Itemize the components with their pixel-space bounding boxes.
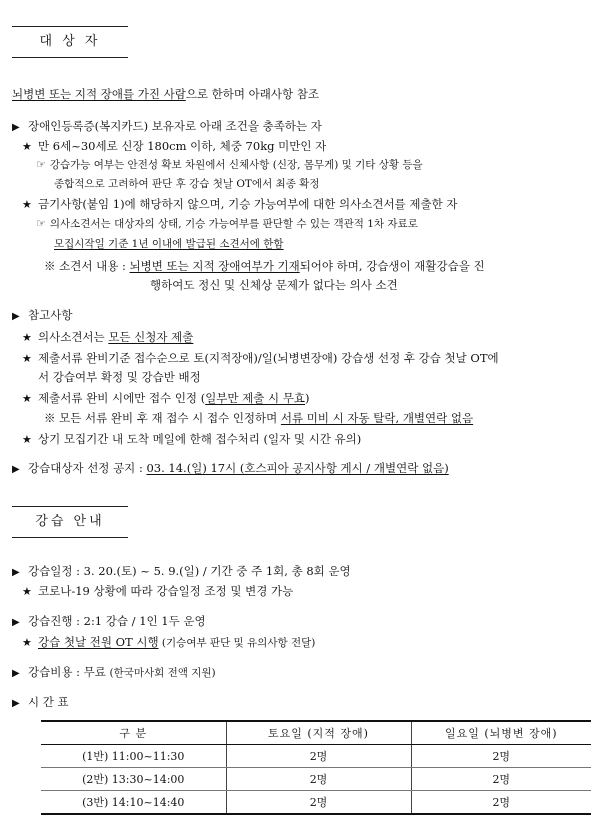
notes-item-4-text: 상기 모집기간 내 도착 메일에 한해 접수처리 (일자 및 시간 유의)	[38, 432, 362, 446]
notes-item-2	[22, 350, 499, 367]
table-cell: (2반) 13:30~14:00	[41, 768, 226, 791]
section-title-guide: 강습 안내	[12, 506, 128, 538]
medical-note-line-1	[36, 216, 418, 232]
progress-text: 강습진행 : 2:1 강습 / 1인 1두 운영	[28, 614, 206, 628]
age-note-line-2: 종합적으로 고려하여 판단 후 강습 첫날 OT에서 최종 확정	[54, 178, 320, 190]
table-cell: 2명	[411, 791, 591, 815]
section-title-target: 대 상 자	[12, 26, 128, 58]
content-cont-line: 행하여도 정신 및 신체상 문제가 없다는 의사 소견	[150, 278, 398, 292]
table-row	[41, 768, 591, 791]
pointing-hand-icon: ☞	[36, 217, 46, 230]
triangle-bullet-icon: ▶	[12, 668, 20, 679]
star-bullet-icon: ★	[22, 352, 32, 365]
notes-heading-text: 참고사항	[28, 308, 73, 322]
notes-item-3	[22, 390, 310, 407]
medical-text: 금기사항(붙임 1)에 해당하지 않으며, 기승 가능여부에 대한 의사소견서를 제출한 자	[38, 197, 458, 211]
notes-item-2-line-2: 서 강습여부 확정 및 강습반 배정	[38, 370, 201, 384]
timetable	[41, 720, 591, 815]
content-underlined: 뇌병변 또는 지적 장애여부가 기재	[129, 259, 300, 273]
table-cell: (3반) 14:10~14:40	[41, 791, 226, 815]
star-bullet-icon: ★	[22, 392, 32, 405]
table-row	[41, 791, 591, 815]
content-line	[44, 258, 485, 274]
progress-ot-rest: (기승여부 판단 및 유의사항 전달)	[158, 637, 316, 649]
notes-item-3-underlined: 일부만 제출 시 무효	[205, 391, 306, 405]
table-header-row	[41, 721, 591, 745]
notes-item-3-note-prefix: ※ 모든 서류 완비 후 재 접수 시 접수 인정하며	[44, 411, 281, 425]
eligibility-heading-text: 장애인등록증(복지카드) 보유자로 아래 조건을 충족하는 자	[28, 119, 322, 133]
cost-note: (한국마사회 전액 지원)	[109, 667, 216, 679]
notes-item-3-prefix: 제출서류 완비 시에만 접수 인정 (	[38, 391, 206, 405]
timetable-heading	[12, 694, 69, 712]
announce-line	[12, 460, 449, 478]
star-bullet-icon: ★	[22, 636, 32, 649]
notes-item-1-underlined: 모든 신청자 제출	[108, 330, 194, 344]
notes-item-2-line-1: 제출서류 완비기준 접수순으로 토(지적장애)/일(뇌병변장애) 강습생 선정 후 강습 첫날 OT에	[38, 351, 499, 365]
schedule-text: 강습일정 : 3. 20.(토) ~ 5. 9.(일) / 기간 중 주 1회, 총 8회 운영	[28, 564, 351, 578]
timetable-heading-text: 시 간 표	[28, 695, 69, 709]
notes-item-3-note	[44, 410, 473, 426]
table-cell: 2명	[411, 745, 591, 768]
notes-item-4	[22, 431, 361, 448]
intro-line	[12, 86, 319, 102]
triangle-bullet-icon: ▶	[12, 311, 20, 322]
table-header-cell: 구 분	[41, 721, 226, 745]
pointing-hand-icon: ☞	[36, 158, 46, 171]
eligibility-age-height	[22, 138, 326, 155]
table-cell: 2명	[226, 745, 411, 768]
notes-heading	[12, 307, 72, 325]
schedule-line	[12, 563, 351, 581]
eligibility-medical	[22, 196, 457, 213]
table-cell: (1반) 11:00~11:30	[41, 745, 226, 768]
triangle-bullet-icon: ▶	[12, 567, 20, 578]
content-rest: 되어야 하며, 강습생이 재활강습을 진	[299, 259, 485, 273]
progress-line	[12, 613, 206, 631]
table-cell: 2명	[226, 791, 411, 815]
notes-item-3-suffix: )	[305, 391, 310, 405]
table-cell: 2명	[226, 768, 411, 791]
medical-note-line-2: 모집시작일 기준 1년 이내에 발급된 소견서에 한함	[54, 238, 284, 250]
triangle-bullet-icon: ▶	[12, 122, 20, 133]
schedule-covid-text: 코로나-19 상황에 따라 강습일정 조정 및 변경 가능	[38, 584, 294, 598]
table-header-cell: 일요일 (뇌병변 장애)	[411, 721, 591, 745]
triangle-bullet-icon: ▶	[12, 617, 20, 628]
table-header-cell: 토요일 (지적 장애)	[226, 721, 411, 745]
triangle-bullet-icon: ▶	[12, 464, 20, 475]
triangle-bullet-icon: ▶	[12, 698, 20, 709]
medical-note-text-1: 의사소견서는 대상자의 상태, 기승 가능여부를 판단할 수 있는 객관적 1차 자료로	[49, 218, 418, 230]
eligibility-heading	[12, 118, 322, 136]
content-prefix: ※ 소견서 내용 :	[44, 259, 126, 273]
cost-line	[12, 664, 216, 682]
notes-item-1-prefix: 의사소견서는	[38, 330, 109, 344]
star-bullet-icon: ★	[22, 585, 32, 598]
notes-item-3-note-underlined: 서류 미비 시 자동 탈락, 개별연락 없음	[280, 411, 474, 425]
age-note-text-1: 강습가능 여부는 안전성 확보 차원에서 신체사항 (신장, 몸무게) 및 기타 상황 등을	[49, 159, 423, 171]
notes-item-1	[22, 329, 193, 346]
table-cell: 2명	[411, 768, 591, 791]
intro-rest: 으로 한하며 아래사항 참조	[185, 87, 319, 101]
age-height-text: 만 6세~30세로 신장 180cm 이하, 체중 70kg 미만인 자	[38, 139, 327, 153]
table-row	[41, 745, 591, 768]
progress-ot-underlined: 강습 첫날 전원 OT 시행	[38, 635, 159, 649]
age-note-line-1	[36, 157, 423, 173]
cost-prefix: 강습비용 : 무료	[28, 665, 110, 679]
schedule-covid	[22, 583, 293, 600]
star-bullet-icon: ★	[22, 198, 32, 211]
intro-underlined: 뇌병변 또는 지적 장애를 가진 사람	[12, 87, 186, 101]
progress-ot	[22, 634, 315, 651]
star-bullet-icon: ★	[22, 140, 32, 153]
announce-prefix: 강습대상자 선정 공지 :	[28, 461, 147, 475]
star-bullet-icon: ★	[22, 331, 32, 344]
announce-underlined: 03. 14.(일) 17시 (호스피아 공지사항 게시 / 개별연락 없음)	[146, 461, 449, 475]
star-bullet-icon: ★	[22, 433, 32, 446]
